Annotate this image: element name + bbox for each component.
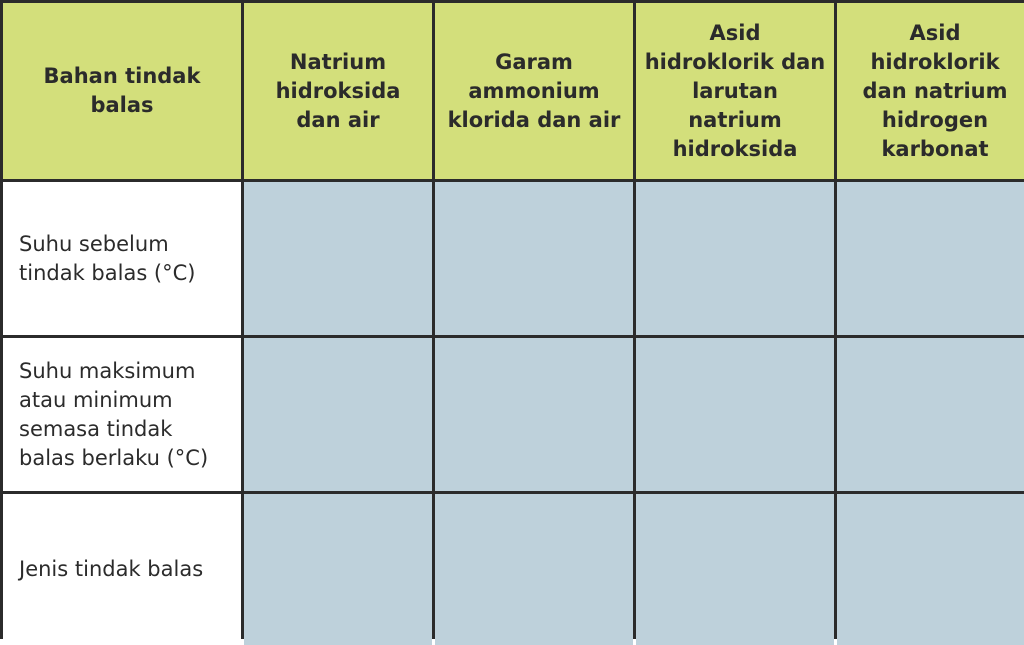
header-reactants: Bahan tindak balas bbox=[3, 3, 241, 179]
table-cell bbox=[244, 338, 432, 491]
table-cell bbox=[636, 494, 834, 645]
table-cell bbox=[837, 338, 1024, 491]
header-ammonium-chloride-water: Garam ammonium klorida dan air bbox=[435, 3, 633, 179]
header-hcl-nahco3: Asid hidroklorik dan natrium hidrogen karbonat bbox=[837, 3, 1024, 179]
table-cell bbox=[244, 494, 432, 645]
header-sodium-hydroxide-water: Natrium hidroksida dan air bbox=[244, 3, 432, 179]
table-cell bbox=[837, 494, 1024, 645]
table-cell bbox=[244, 182, 432, 335]
table-cell bbox=[636, 182, 834, 335]
row-label-max-min-temperature: Suhu maksimum atau minimum semasa tindak balas berlaku (°C) bbox=[3, 338, 241, 491]
row-label-initial-temperature: Suhu sebelum tindak balas (°C) bbox=[3, 182, 241, 335]
table-cell bbox=[435, 494, 633, 645]
table-cell bbox=[636, 338, 834, 491]
table-cell bbox=[435, 338, 633, 491]
table-cell bbox=[435, 182, 633, 335]
table-cell bbox=[837, 182, 1024, 335]
header-hcl-naoh: Asid hidroklorik dan larutan natrium hidroksida bbox=[636, 3, 834, 179]
row-label-reaction-type: Jenis tindak balas bbox=[3, 494, 241, 645]
